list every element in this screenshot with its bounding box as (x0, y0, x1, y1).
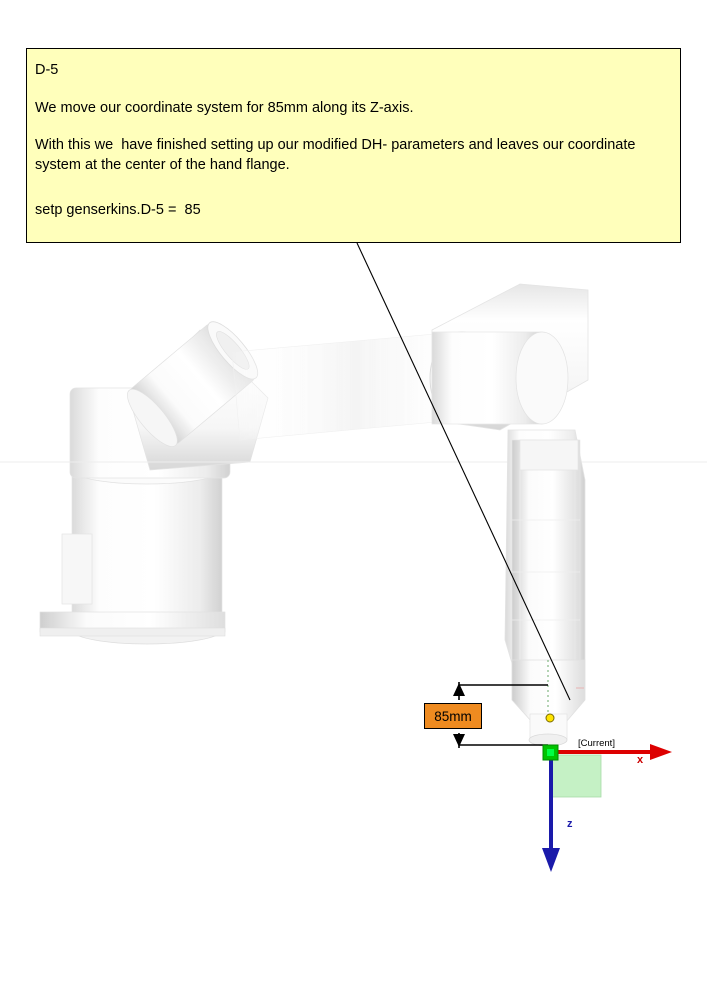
note-paragraph-2: With this we have finished setting up our modified DH- parameters and leaves our coordinate system at the center of the hand flange. (35, 137, 640, 173)
current-frame-label: [Current] (578, 738, 615, 749)
note-paragraph-1: We move our coordinate system for 85mm along its Z-axis. (35, 99, 414, 116)
annotation-note-box (26, 48, 681, 243)
measurement-label-85mm: 85mm (424, 703, 482, 729)
z-axis-label: z (567, 818, 573, 830)
note-title: D-5 (35, 62, 59, 78)
note-code-line: setp genserkins.D-5 = 85 (35, 202, 201, 219)
x-axis-label: x (637, 754, 644, 766)
